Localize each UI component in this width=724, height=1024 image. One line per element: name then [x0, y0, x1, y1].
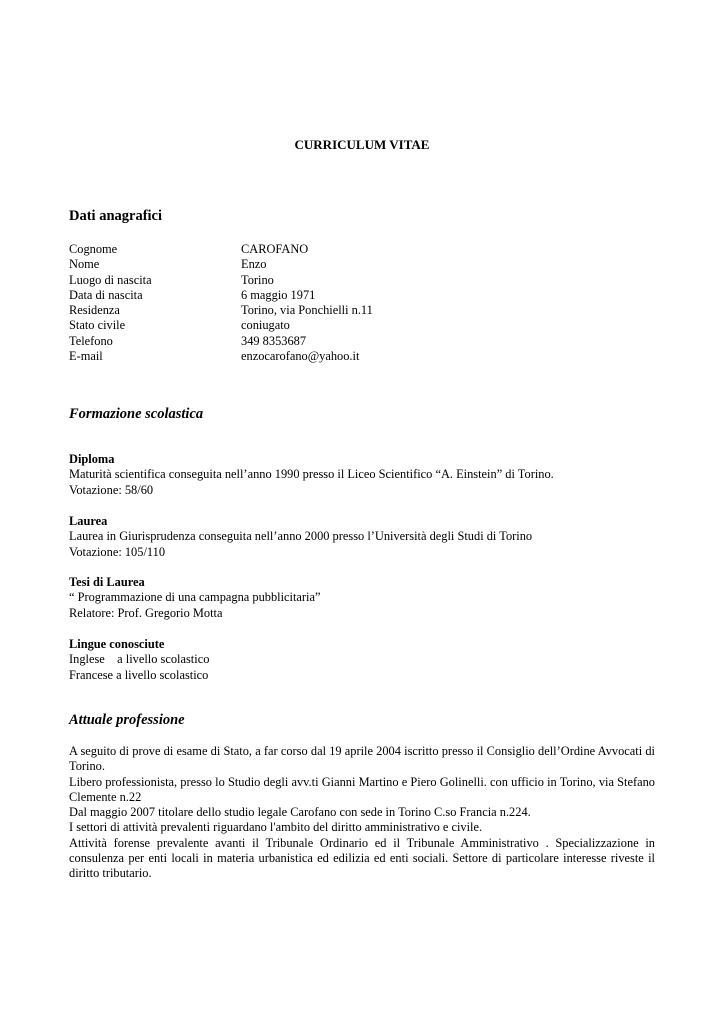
- professione-paragraph-3: Dal maggio 2007 titolare dello studio legale Carofano con sede in Torino C.so Francia n.224.: [69, 805, 531, 820]
- laurea-section: [69, 514, 532, 560]
- professione-paragraph-1: A seguito di prove di esame di Stato, a far corso dal 19 aprile 2004 iscritto presso il Consiglio dell’Ordine Avvocati di Torino.: [69, 744, 655, 774]
- info-row: [69, 242, 373, 257]
- professione-paragraph-2: Libero professionista, presso lo Studio degli avv.ti Gianni Martino e Piero Golinelli. con ufficio in Torino, via Stefano Clemente n.22: [69, 774, 655, 804]
- professione-heading: Attuale professione: [69, 712, 185, 728]
- tesi-section: [69, 575, 321, 621]
- info-row: [69, 318, 373, 333]
- professione-body: [69, 744, 655, 882]
- info-row: [69, 349, 373, 364]
- info-label: Cognome: [69, 242, 118, 256]
- info-label: Stato civile: [69, 318, 126, 333]
- lingue-line-2: Francese a livello scolastico: [69, 667, 209, 682]
- document-title: CURRICULUM VITAE: [294, 137, 430, 152]
- diploma-title: Diploma: [69, 452, 115, 466]
- info-value: Torino: [241, 272, 274, 287]
- formazione-heading: Formazione scolastica: [69, 406, 204, 422]
- info-value: CAROFANO: [241, 242, 309, 256]
- info-value: coniugato: [241, 318, 290, 333]
- info-value: Enzo: [241, 257, 267, 272]
- info-label: Data di nascita: [69, 287, 143, 302]
- info-label: Luogo di nascita: [69, 272, 152, 287]
- info-value: enzocarofano@yahoo.it: [241, 349, 360, 364]
- lingue-section: [69, 637, 209, 683]
- info-label: E-mail: [69, 349, 103, 364]
- professione-paragraph-5: Attività forense prevalente avanti il Tribunale Ordinario ed il Tribunale Amministrativo . Specializzazione in consulenza per enti locali in materia urbanistica ed edilizia ed enti sociali. Settore di particolare interesse riveste il diritto tributario.: [69, 835, 655, 881]
- laurea-line-2: Votazione: 105/110: [69, 544, 166, 559]
- info-value: Torino, via Ponchielli n.11: [241, 303, 373, 318]
- lingue-title: Lingue conosciute: [69, 637, 165, 651]
- info-value: 349 8353687: [241, 333, 307, 348]
- info-label: Telefono: [69, 333, 113, 348]
- tesi-line-1: “ Programmazione di una campagna pubblicitaria”: [69, 590, 321, 605]
- personal-info-table: [69, 242, 373, 364]
- tesi-title: Tesi di Laurea: [69, 575, 145, 589]
- tesi-line-2: Relatore: Prof. Gregorio Motta: [69, 605, 223, 620]
- info-row: [69, 303, 373, 318]
- info-label: Residenza: [69, 303, 120, 318]
- diploma-line-1: Maturità scientifica conseguita nell’anno 1990 presso il Liceo Scientifico “A. Einstein” di Torino.: [69, 467, 554, 482]
- diploma-section: [69, 452, 554, 498]
- laurea-title: Laurea: [69, 514, 108, 528]
- professione-paragraph-4: I settori di attività prevalenti riguardano l'ambito del diritto amministrativo e civile.: [69, 820, 483, 835]
- info-row: [69, 288, 373, 303]
- info-label: Nome: [69, 257, 100, 272]
- laurea-line-1: Laurea in Giurisprudenza conseguita nell’anno 2000 presso l’Università degli Studi di Torino: [69, 529, 533, 544]
- lingue-line-1: Inglese a livello scolastico: [69, 652, 210, 667]
- dati-anagrafici-heading: Dati anagrafici: [69, 208, 163, 224]
- diploma-line-2: Votazione: 58/60: [69, 482, 154, 497]
- info-row: [69, 334, 373, 349]
- info-value: 6 maggio 1971: [241, 287, 316, 302]
- info-row: [69, 273, 373, 288]
- info-row: [69, 257, 373, 272]
